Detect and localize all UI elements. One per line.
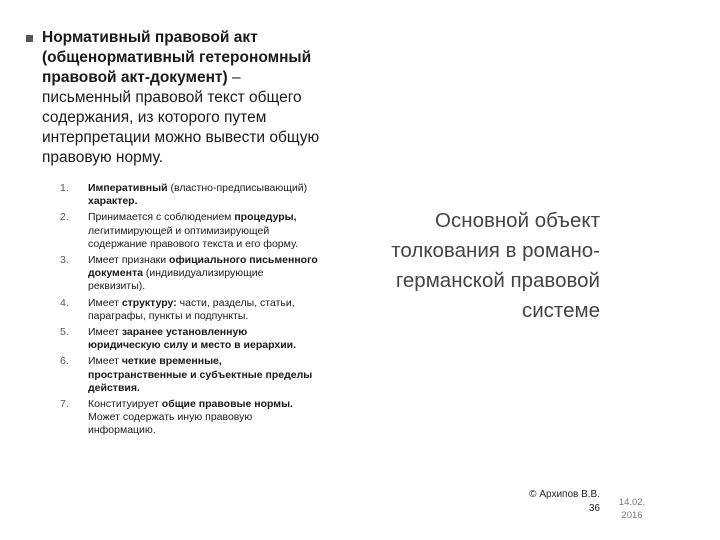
item-text <box>88 326 296 351</box>
page-number: 36 <box>588 503 600 514</box>
item-text <box>88 297 295 322</box>
list-item <box>56 182 318 208</box>
list-item <box>56 355 318 395</box>
item-text-bold: Императивный <box>88 182 168 194</box>
item-text-plain: (властно-предписывающий) <box>167 182 308 194</box>
item-text-plain: Имеет <box>88 355 122 368</box>
item-text <box>88 398 293 436</box>
item-number: 3. <box>60 254 69 267</box>
footer-date <box>612 496 652 522</box>
item-text-plain: Имеет <box>88 296 122 309</box>
main-object-heading: Основной объект толкования в романо-германской правовой системе <box>391 209 600 322</box>
list-item <box>56 297 318 323</box>
footer-author <box>470 488 600 516</box>
item-text-plain: легитимирующей и оптимизирующей содержание правового текста и его форму. <box>88 224 299 250</box>
item-text <box>88 355 312 393</box>
item-text-bold: структуру: <box>121 296 177 309</box>
list-item <box>56 398 318 438</box>
date-line-2: 2016 <box>621 510 643 521</box>
list-item <box>56 254 318 294</box>
list-item <box>56 211 318 251</box>
definition-term: Нормативный правовой акт (общенормативный гетерономный правовой акт-документ) <box>42 29 312 86</box>
definition-block <box>42 28 332 168</box>
date-line-1: 14.02. <box>618 497 646 508</box>
item-text-plain: части, разделы, статьи, параграфы, пункты и подпункты. <box>88 296 295 322</box>
definition-text: – письменный правовой текст общего содержания, из которого путем интерпретации можно вывести общую правовую норму. <box>42 69 320 166</box>
item-text-plain: Может содержать иную правовую информацию. <box>88 411 253 437</box>
item-text-bold: официального письменного документа <box>88 254 318 280</box>
item-number: 5. <box>60 326 69 339</box>
item-text-plain: (индивидуализирующие реквизиты). <box>88 267 264 293</box>
author-credit: © Архипов В.В. <box>529 489 600 500</box>
item-text-plain: Принимается с соблюдением <box>88 211 235 224</box>
item-text-bold: четкие временные, пространственные и субъектные пределы действия. <box>88 355 313 394</box>
item-number: 1. <box>60 182 69 194</box>
item-text-bold: процедуры, <box>234 211 297 224</box>
item-text-bold: заранее установленную юридическую силу и место в иерархии. <box>88 326 297 352</box>
item-text-plain: Конституирует <box>88 398 162 411</box>
item-number: 6. <box>60 355 69 368</box>
item-number: 7. <box>60 398 69 411</box>
list-item <box>56 326 318 352</box>
features-list <box>56 182 318 441</box>
item-text-plain: Имеет <box>88 326 122 339</box>
item-number: 2. <box>60 211 69 224</box>
item-text-bold: характер. <box>88 195 138 208</box>
item-text-plain: Имеет признаки <box>88 254 170 267</box>
item-number: 4. <box>60 296 69 309</box>
item-text <box>88 254 318 292</box>
square-bullet-icon <box>26 35 33 42</box>
item-text-bold: общие правовые нормы. <box>161 398 293 411</box>
item-text <box>88 211 298 249</box>
item-text <box>88 182 307 207</box>
